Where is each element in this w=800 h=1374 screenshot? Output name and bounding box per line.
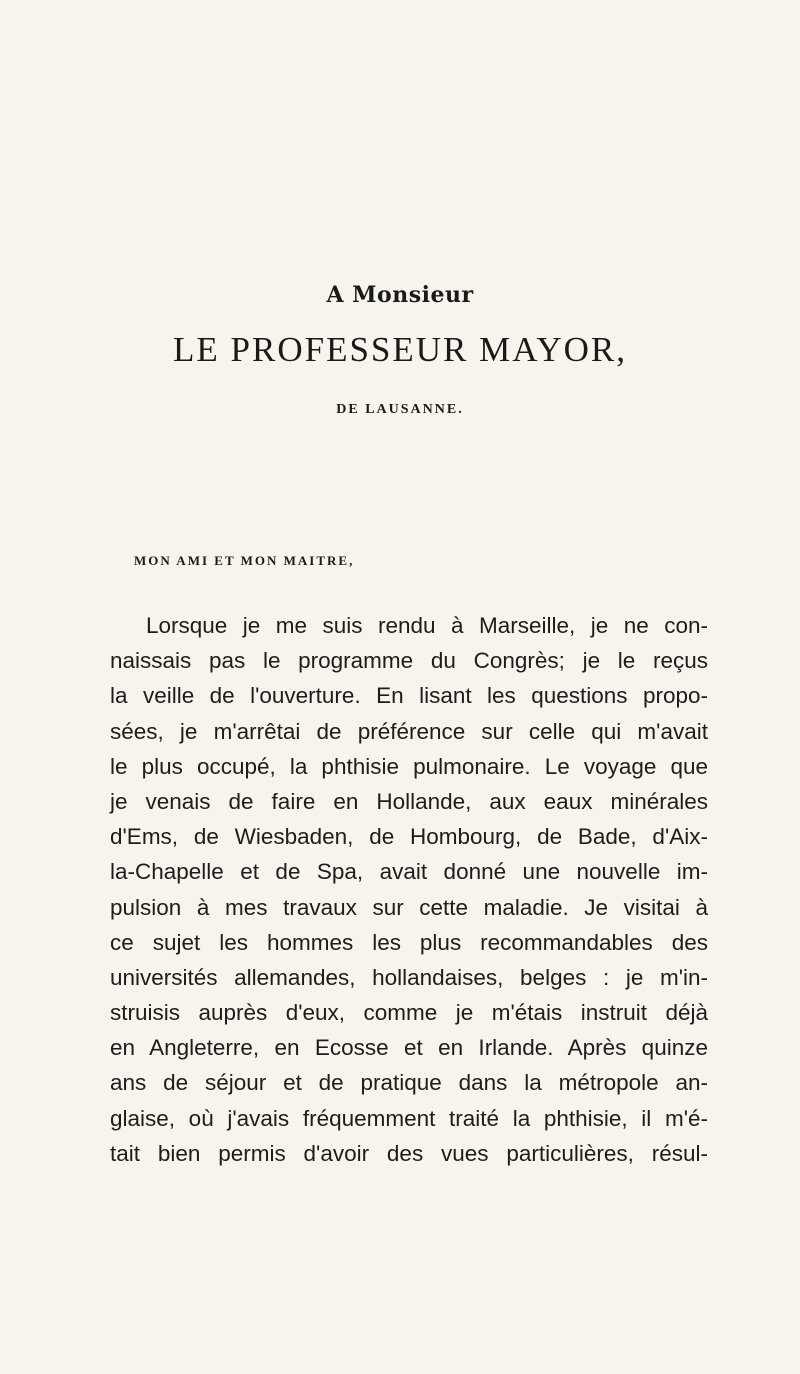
text-line: Lorsque je me suis rendu à Marseille, je ne con- bbox=[146, 613, 708, 638]
text-line: universités allemandes, hollandaises, belges : je m'in- bbox=[110, 964, 708, 990]
text-line: d'Ems, de Wiesbaden, de Hombourg, de Bade, d'Aix- bbox=[110, 824, 708, 850]
text-line: la-Chapelle et de Spa, avait donné une nouvelle im- bbox=[110, 859, 708, 885]
location-subtitle: DE LAUSANNE. bbox=[336, 402, 464, 417]
text-line: struisis auprès d'eux, comme je m'étais instruit déjà bbox=[110, 1000, 708, 1026]
page-title: LE PROFESSEUR MAYOR, bbox=[173, 330, 627, 369]
text-line: naissais pas le programme du Congrès; je le reçus bbox=[110, 648, 708, 674]
salutation: MON AMI ET MON MAITRE, bbox=[134, 553, 355, 568]
text-line: pulsion à mes travaux sur cette maladie. Je visitai à bbox=[110, 894, 708, 920]
text-line: le plus occupé, la phthisie pulmonaire. Le voyage que bbox=[110, 753, 708, 779]
text-line: ans de séjour et de pratique dans la métropole an- bbox=[110, 1070, 708, 1096]
text-line: ce sujet les hommes les plus recommandables des bbox=[110, 929, 708, 955]
text-line: en Angleterre, en Ecosse et en Irlande. Après quinze bbox=[110, 1035, 708, 1061]
text-line: je venais de faire en Hollande, aux eaux minérales bbox=[110, 788, 708, 814]
dedication-heading: A Monsieur bbox=[326, 282, 474, 308]
text-line: sées, je m'arrêtai de préférence sur celle qui m'avait bbox=[110, 718, 708, 744]
text-line: la veille de l'ouverture. En lisant les questions propo- bbox=[110, 683, 708, 709]
text-line: tait bien permis d'avoir des vues particulières, résul- bbox=[110, 1140, 708, 1166]
body-paragraph bbox=[110, 608, 708, 1171]
text-line: glaise, où j'avais fréquemment traité la phthisie, il m'é- bbox=[110, 1105, 708, 1131]
